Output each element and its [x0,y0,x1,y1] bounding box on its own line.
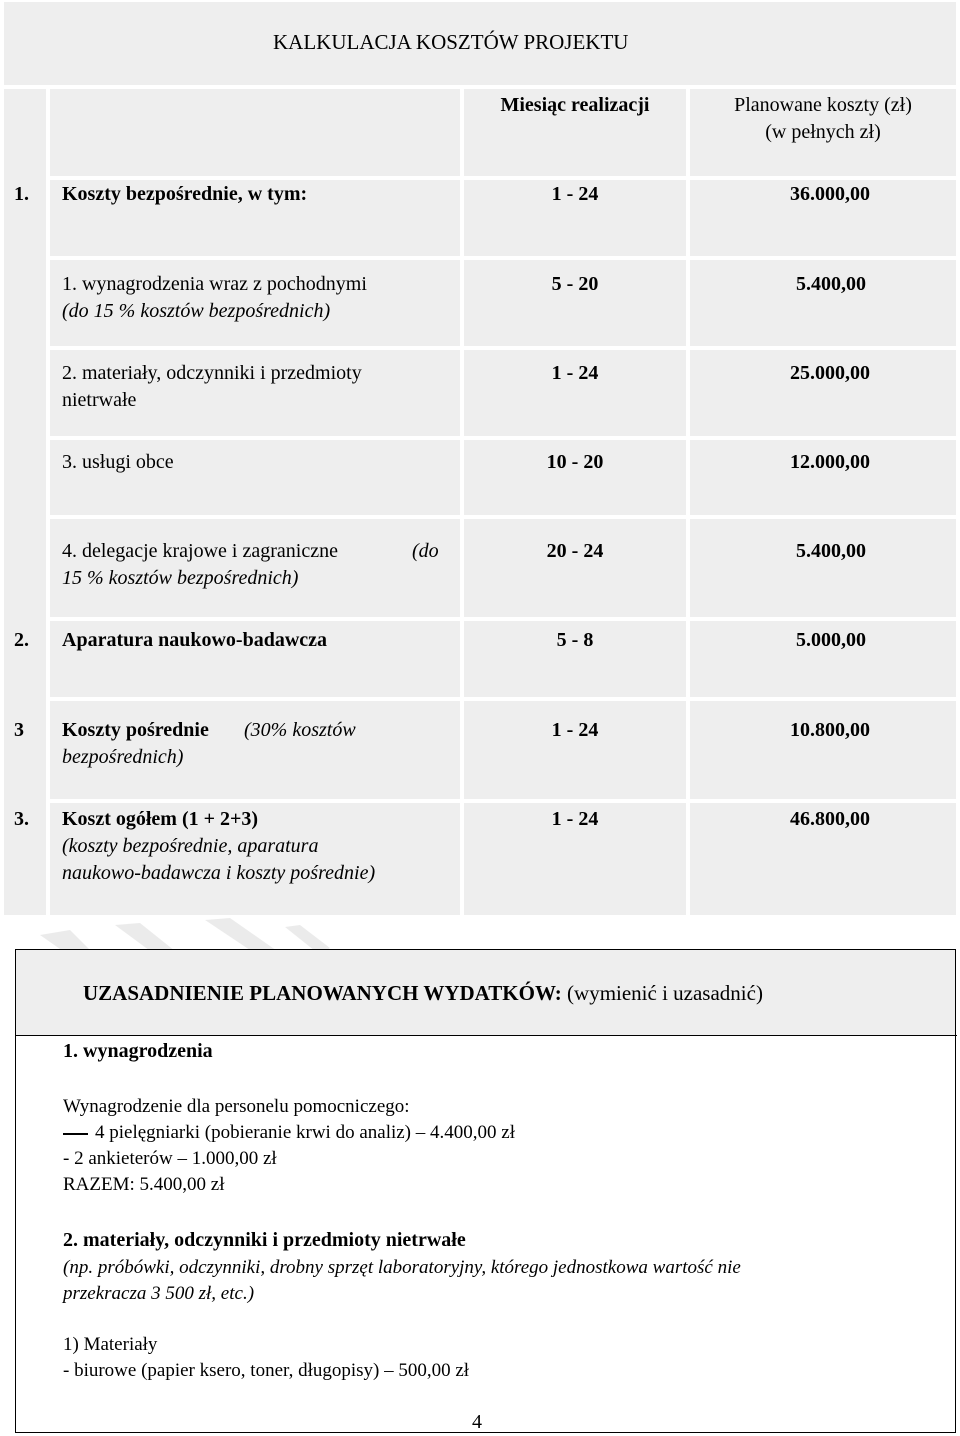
page-number: 4 [472,1411,482,1433]
row1-amount: 36.000,00 [790,183,870,205]
row2-number: 2. [14,629,29,651]
justification-heading [83,980,763,1007]
row1-label: Koszty bezpośrednie, w tym: [62,183,308,205]
header-planned-line2: (w pełnych zł) [765,121,881,143]
header-planned-line1: Planowane koszty (zł) [734,94,912,116]
sub2-amount: 25.000,00 [790,362,870,384]
sec1-intro: Wynagrodzenie dla personelu pomocniczego: [63,1096,410,1117]
row4-note-line1: (koszty bezpośrednie, aparatura [62,835,319,857]
sec1-item1-dash [63,1133,88,1135]
sec2-item1: - biurowe (papier ksero, toner, długopisy) – 500,00 zł [63,1360,470,1381]
sub4-label-line1-note: (do [412,540,439,562]
page-title: KALKULACJA KOSZTÓW PROJEKTU [273,30,629,54]
row3-note-line1: (30% kosztów [244,719,356,741]
sub4-amount-bg [690,519,956,617]
left-column-bg [4,89,46,915]
sec2-note-line2: przekracza 3 500 zł, etc.) [63,1283,255,1304]
sec1-total: RAZEM: 5.400,00 zł [63,1174,225,1195]
sub1-label-line1: 1. wynagrodzenia wraz z pochodnymi [62,273,367,295]
sub3-month: 10 - 20 [546,451,604,473]
justification-heading-note: (wymienić i uzasadnić) [567,981,763,1005]
row3-month: 1 - 24 [551,719,599,741]
sub1-amount: 5.400,00 [796,273,866,295]
row4-number: 3. [14,808,29,830]
sec1-title: 1. wynagrodzenia [63,1040,213,1062]
sub1-label-line2: (do 15 % kosztów bezpośrednich) [62,300,331,322]
row1-number: 1. [14,183,29,205]
row3-label: Koszty pośrednie [62,719,209,741]
row3-amount: 10.800,00 [790,719,870,741]
row2-amount: 5.000,00 [796,629,866,651]
sec2-title: 2. materiały, odczynniki i przedmioty nietrwałe [63,1229,466,1251]
sub4-month: 20 - 24 [546,540,604,562]
sub2-month: 1 - 24 [551,362,599,384]
sub4-label-line2: 15 % kosztów bezpośrednich) [62,567,299,589]
sub4-amount: 5.400,00 [796,540,866,562]
sec1-item1: 4 pielęgniarki (pobieranie krwi do analiz) – 4.400,00 zł [95,1122,515,1143]
sec1-item2: - 2 ankieterów – 1.000,00 zł [63,1148,277,1169]
header-month: Miesiąc realizacji [500,94,650,116]
sub4-label-line1: 4. delegacje krajowe i zagraniczne [62,540,338,562]
sub2-label-line2: nietrwałe [62,389,137,411]
sub3-amount: 12.000,00 [790,451,870,473]
sub3-label: 3. usługi obce [62,451,174,473]
sec2-note-line1: (np. próbówki, odczynniki, drobny sprzęt laboratoryjny, którego jednostkowa wartość nie [63,1257,741,1278]
sub4-month-bg [464,519,686,617]
row3-month-bg [464,701,686,799]
row3-note-line2: bezpośrednich) [62,746,184,768]
justification-heading-title: UZASADNIENIE PLANOWANYCH WYDATKÓW: [83,981,562,1005]
row2-label: Aparatura naukowo-badawcza [62,629,328,651]
row4-label: Koszt ogółem (1 + 2+3) [62,808,259,830]
justification-heading-divider [15,1035,957,1036]
header-label-bg [50,89,460,176]
row4-note-line2: naukowo-badawcza i koszty pośrednie) [62,862,376,884]
row4-amount: 46.800,00 [790,808,870,830]
row3-amount-bg [690,701,956,799]
row1-month: 1 - 24 [551,183,599,205]
sub2-label-line1: 2. materiały, odczynniki i przedmioty [62,362,362,384]
sec2-subheading: 1) Materiały [63,1334,158,1355]
row3-number: 3 [14,719,24,741]
row2-month: 5 - 8 [556,629,594,651]
row4-month: 1 - 24 [551,808,599,830]
sub1-month: 5 - 20 [551,273,599,295]
